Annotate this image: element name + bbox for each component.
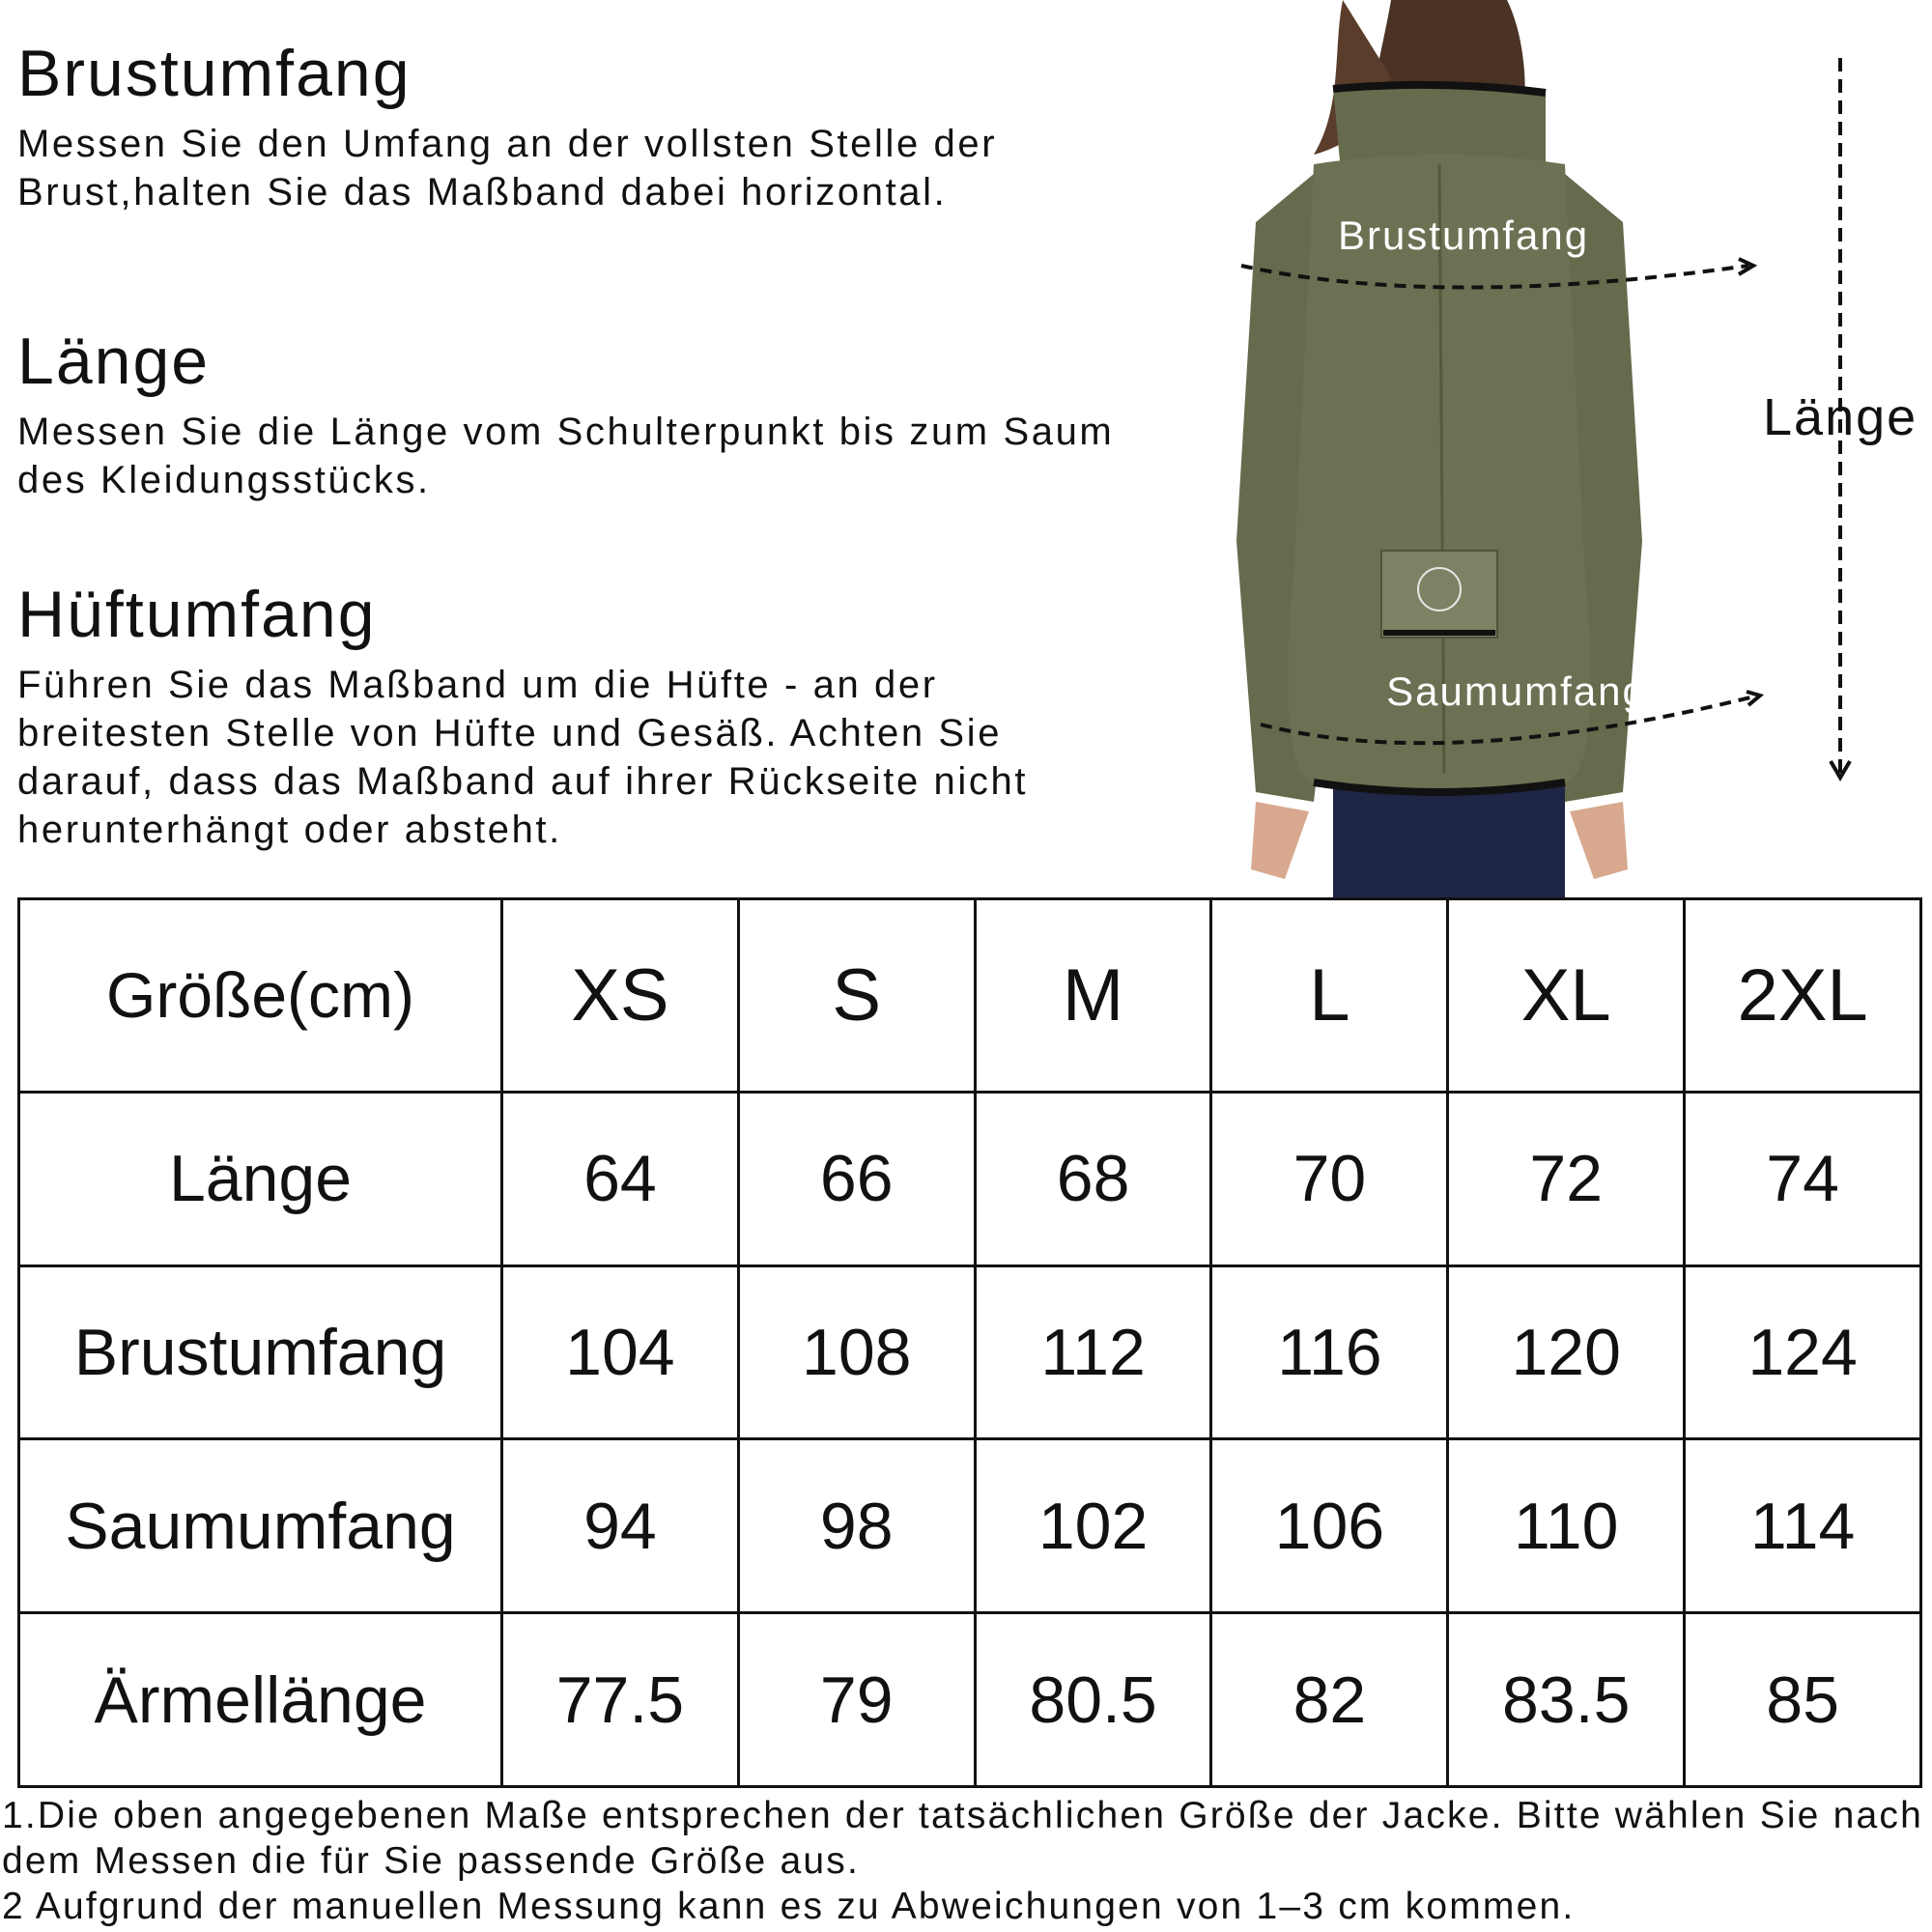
- table-cell: 110: [1448, 1439, 1685, 1613]
- hip-instructions: Führen Sie das Maßband um die Hüfte - an der breitesten Stelle von Hüfte und Gesäß. Achten Sie darauf, dass das Maßband auf ihrer Rückseite nicht herunterhängt oder absteht.: [17, 664, 1029, 851]
- table-cell: 83.5: [1448, 1613, 1685, 1787]
- table-cell: 80.5: [975, 1613, 1211, 1787]
- row-label: Länge: [19, 1092, 502, 1265]
- table-cell: 108: [738, 1265, 975, 1439]
- length-instructions: Messen Sie die Länge vom Schulterpunkt bis zum Saum des Kleidungsstücks.: [17, 411, 1115, 501]
- hem-label: Saumumfang: [1386, 668, 1647, 714]
- header-cell: L: [1211, 899, 1448, 1093]
- table-cell: 82: [1211, 1613, 1448, 1787]
- table-cell: 102: [975, 1439, 1211, 1613]
- table-header-row: [19, 899, 1921, 1093]
- table-cell: 68: [975, 1092, 1211, 1265]
- table-cell: 94: [502, 1439, 739, 1613]
- table-cell: 85: [1685, 1613, 1921, 1787]
- header-cell: S: [738, 899, 975, 1093]
- row-label: Brustumfang: [19, 1265, 502, 1439]
- table-row: [19, 1265, 1921, 1439]
- header-cell: Größe(cm): [19, 899, 502, 1093]
- hip-title: Hüftumfang: [17, 578, 377, 651]
- table-row: [19, 1439, 1921, 1613]
- chest-label: Brustumfang: [1337, 213, 1590, 258]
- back-pocket: [1381, 551, 1497, 638]
- jacket-back-photo: [1198, 0, 1932, 898]
- length-label: Länge: [1763, 388, 1918, 446]
- row-label: Ärmellänge: [19, 1613, 502, 1787]
- jacket-illustration: [1198, 0, 1932, 898]
- table-cell: 74: [1685, 1092, 1921, 1265]
- table-cell: 98: [738, 1439, 975, 1613]
- size-table: [17, 897, 1922, 1788]
- table-cell: 64: [502, 1092, 739, 1265]
- chest-title: Brustumfang: [17, 37, 412, 110]
- table-cell: 79: [738, 1613, 975, 1787]
- table-cell: 112: [975, 1265, 1211, 1439]
- chest-section: [17, 37, 1119, 216]
- footnote-2: 2 Aufgrund der manuellen Messung kann es zu Abweichungen von 1–3 cm kommen.: [2, 1886, 1576, 1927]
- footnotes: [2, 1793, 1930, 1929]
- table-row: [19, 1613, 1921, 1787]
- header-cell: 2XL: [1685, 899, 1921, 1093]
- header-cell: M: [975, 899, 1211, 1093]
- table-cell: 104: [502, 1265, 739, 1439]
- table-cell: 72: [1448, 1092, 1685, 1265]
- chest-instructions: Messen Sie den Umfang an der vollsten Stelle der Brust,halten Sie das Maßband dabei horizontal.: [17, 123, 998, 213]
- table-cell: 66: [738, 1092, 975, 1265]
- table-row: [19, 1092, 1921, 1265]
- table-cell: 116: [1211, 1265, 1448, 1439]
- table-cell: 77.5: [502, 1613, 739, 1787]
- length-section: [17, 325, 1119, 504]
- table-cell: 106: [1211, 1439, 1448, 1613]
- length-title: Länge: [17, 325, 211, 398]
- header-cell: XL: [1448, 899, 1685, 1093]
- footnote-1: 1.Die oben angegebenen Maße entsprechen der tatsächlichen Größe der Jacke. Bitte wählen Sie nach dem Messen die für Sie passende Größe aus.: [2, 1795, 1923, 1882]
- table-cell: 124: [1685, 1265, 1921, 1439]
- hip-section: [17, 578, 1119, 854]
- table-cell: 70: [1211, 1092, 1448, 1265]
- table-cell: 120: [1448, 1265, 1685, 1439]
- header-cell: XS: [502, 899, 739, 1093]
- table-cell: 114: [1685, 1439, 1921, 1613]
- row-label: Saumumfang: [19, 1439, 502, 1613]
